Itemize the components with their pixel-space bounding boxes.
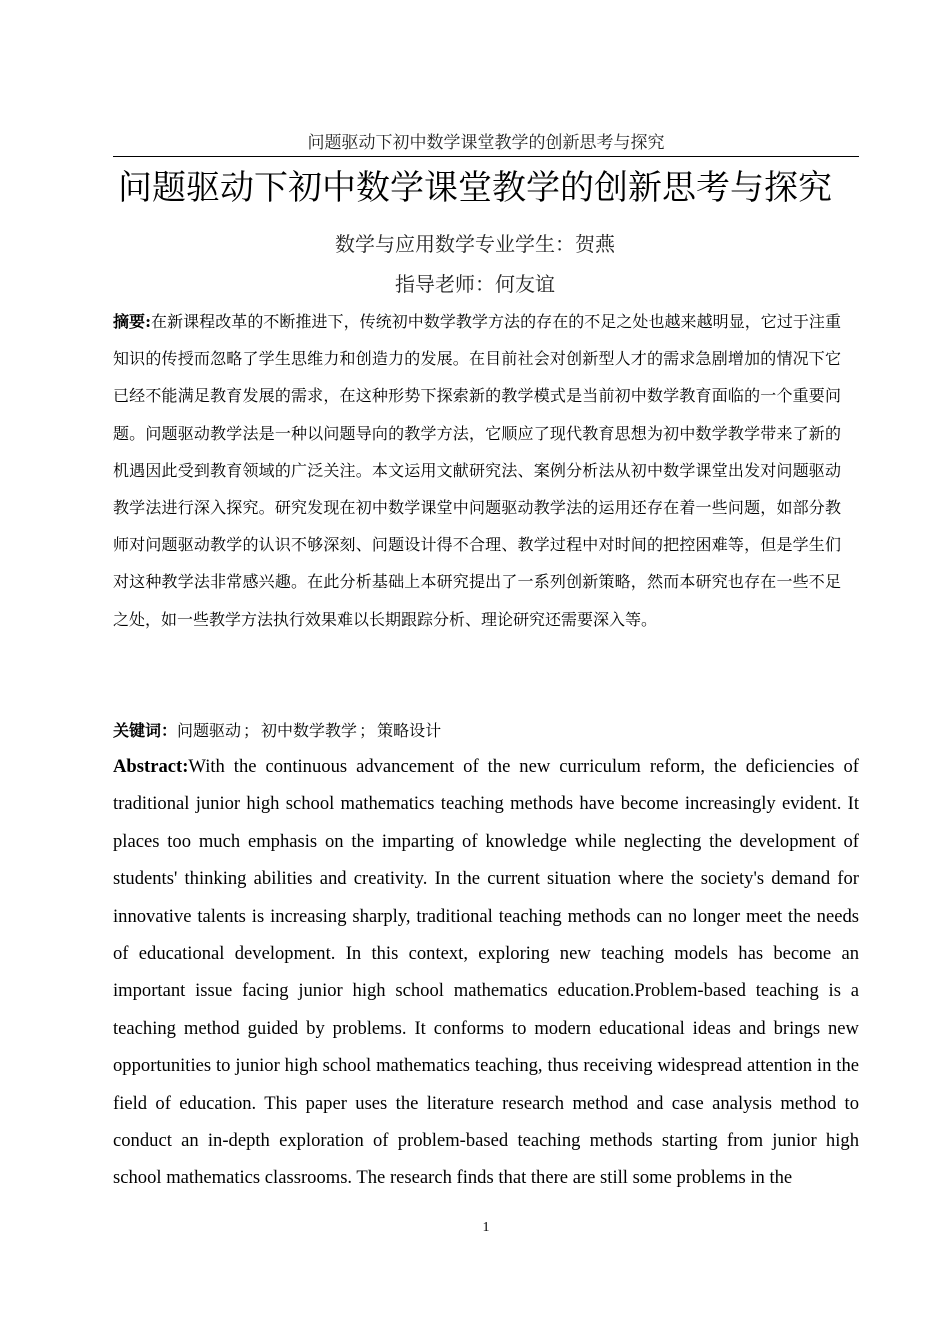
- paper-title: 问题驱动下初中数学课堂教学的创新思考与探究: [118, 168, 832, 208]
- english-abstract: [113, 748, 859, 1197]
- header-rule: [113, 156, 859, 157]
- keyword-item: 策略设计: [377, 721, 442, 740]
- english-abstract-label: Abstract:: [113, 756, 189, 777]
- keyword-separator: ；: [359, 721, 376, 740]
- chinese-abstract-label: 摘要:: [113, 312, 151, 331]
- author-line: 数学与应用数学专业学生：贺燕: [335, 232, 615, 256]
- running-header: 问题驱动下初中数学课堂教学的创新思考与探究: [307, 133, 665, 153]
- chinese-keywords: [113, 713, 859, 749]
- page-number: 1: [482, 1220, 490, 1235]
- keywords-label: 关键词：: [113, 721, 178, 740]
- advisor-line: 指导老师：何友谊: [395, 272, 555, 296]
- keyword-item: 初中数学教学: [261, 721, 358, 740]
- chinese-abstract: [113, 303, 841, 638]
- keyword-item: 问题驱动: [177, 721, 242, 740]
- keyword-separator: ；: [243, 721, 260, 740]
- english-abstract-text: With the continuous advancement of the new curriculum reform, the deficiencies of traditional junior high school mathematics teaching methods have become increasingly evident. It places too much emphasis on the imparting of knowledge while neglecting the development of students' thinking abilities and creativity. In the current situation where the society's demand for innovative talents is increasing sharply, traditional teaching methods can no longer meet the needs of educational development. In this context, exploring new teaching models has become an important issue facing junior high school mathematics education.Problem-based teaching is a teaching method guided by problems. It conforms to modern educational ideas and brings new opportunities to junior high school mathematics teaching, thus receiving widespread attention in the field of education. This paper uses the literature research method and case analysis method to conduct an in-depth exploration of problem-based teaching methods starting from junior high school mathematics classrooms. The research finds that there are still some problems in the: [113, 756, 859, 1189]
- chinese-abstract-text: 在新课程改革的不断推进下，传统初中数学教学方法的存在的不足之处也越来越明显，它过于注重知识的传授而忽略了学生思维力和创造力的发展。在目前社会对创新型人才的需求急剧增加的情况下它已经不能满足教育发展的需求，在这种形势下探索新的教学模式是当前初中数学教育面临的一个重要问题。问题驱动教学法是一种以问题导向的教学方法，它顺应了现代教育思想为初中数学教学带来了新的机遇因此受到教育领域的广泛关注。本文运用文献研究法、案例分析法从初中数学课堂出发对问题驱动教学法进行深入探究。研究发现在初中数学课堂中问题驱动教学法的运用还存在着一些问题，如部分教师对问题驱动教学的认识不够深刻、问题设计得不合理、教学过程中对时间的把控困难等，但是学生们对这种教学法非常感兴趣。在此分析基础上本研究提出了一系列创新策略，然而本研究也存在一些不足之处，如一些教学方法执行效果难以长期跟踪分析、理论研究还需要深入等。: [113, 312, 841, 629]
